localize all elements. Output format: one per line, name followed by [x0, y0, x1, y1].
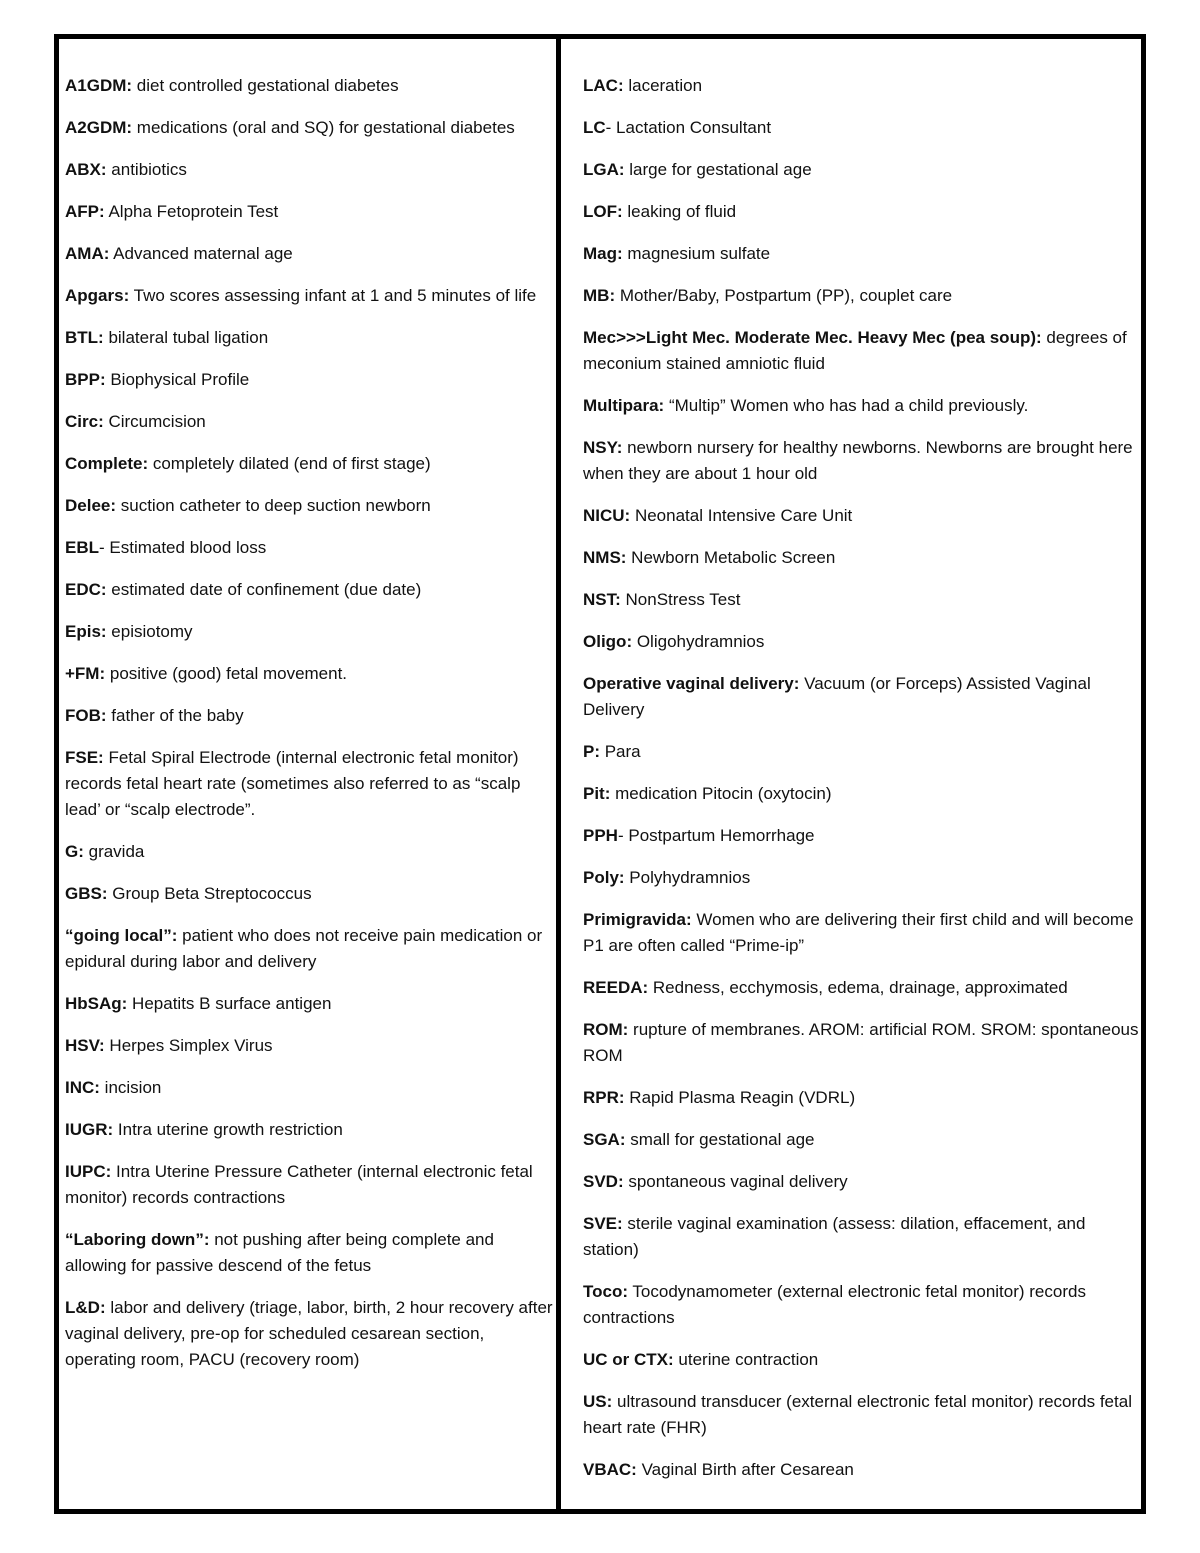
glossary-definition: Tocodynamometer (external electronic fetal monitor) records contractions — [583, 1282, 1086, 1327]
glossary-term: Apgars: — [65, 286, 130, 305]
glossary-definition: Group Beta Streptococcus — [107, 884, 312, 903]
glossary-entry — [583, 1085, 1141, 1111]
glossary-entry — [65, 493, 556, 519]
glossary-term: +FM: — [65, 664, 106, 683]
glossary-entry — [583, 1389, 1141, 1441]
glossary-term: L&D: — [65, 1298, 106, 1317]
glossary-term: GBS: — [65, 884, 108, 903]
glossary-term: FOB: — [65, 706, 107, 725]
glossary-term: LAC: — [583, 76, 624, 95]
glossary-term: NSY: — [583, 438, 623, 457]
glossary-term: Epis: — [65, 622, 107, 641]
glossary-definition: diet controlled gestational diabetes — [132, 76, 399, 95]
glossary-entry — [65, 1033, 556, 1059]
glossary-entry — [583, 739, 1141, 765]
glossary-definition: medications (oral and SQ) for gestational diabetes — [132, 118, 515, 137]
glossary-definition: Rapid Plasma Reagin (VDRL) — [624, 1088, 856, 1107]
glossary-definition: patient who does not receive pain medication or epidural during labor and delivery — [65, 926, 543, 971]
glossary-term: A2GDM: — [65, 118, 133, 137]
glossary-definition: labor and delivery (triage, labor, birth, 2 hour recovery after vaginal delivery, pre-op for scheduled cesarean section, operating room, PACU (recovery room) — [65, 1298, 553, 1369]
glossary-definition: Polyhydramnios — [624, 868, 751, 887]
glossary-entry — [65, 923, 556, 975]
glossary-definition: Intra uterine growth restriction — [113, 1120, 343, 1139]
glossary-entry — [65, 703, 556, 729]
glossary-definition: “Multip” Women who has had a child previously. — [664, 396, 1029, 415]
glossary-entry — [583, 503, 1141, 529]
glossary-term: Circ: — [65, 412, 104, 431]
glossary-term: Mec>>>Light Mec. Moderate Mec. Heavy Mec (pea soup): — [583, 328, 1042, 347]
glossary-definition: not pushing after being complete and allowing for passive descend of the fetus — [65, 1230, 494, 1275]
glossary-entry — [583, 907, 1141, 959]
glossary-definition: Herpes Simplex Virus — [104, 1036, 273, 1055]
glossary-entry — [65, 283, 556, 309]
right-column — [561, 39, 1141, 1509]
glossary-definition: completely dilated (end of first stage) — [148, 454, 431, 473]
glossary-definition: episiotomy — [106, 622, 193, 641]
glossary-definition: antibiotics — [106, 160, 187, 179]
glossary-entry — [65, 881, 556, 907]
glossary-entry — [65, 115, 556, 141]
glossary-term: “going local”: — [65, 926, 178, 945]
glossary-definition: Oligohydramnios — [632, 632, 765, 651]
glossary-table — [54, 34, 1146, 1514]
glossary-entry — [583, 1457, 1141, 1483]
glossary-definition: Intra Uterine Pressure Catheter (internal electronic fetal monitor) records contractions — [65, 1162, 533, 1207]
glossary-definition: Two scores assessing infant at 1 and 5 minutes of life — [129, 286, 537, 305]
glossary-term: Delee: — [65, 496, 117, 515]
glossary-entry — [65, 619, 556, 645]
glossary-definition: Biophysical Profile — [105, 370, 250, 389]
glossary-term: RPR: — [583, 1088, 625, 1107]
glossary-definition: Neonatal Intensive Care Unit — [630, 506, 853, 525]
glossary-entry — [65, 1159, 556, 1211]
glossary-term: ABX: — [65, 160, 107, 179]
glossary-term: Toco: — [583, 1282, 629, 1301]
left-column — [59, 39, 561, 1509]
glossary-definition: ultrasound transducer (external electronic fetal monitor) records fetal heart rate (FHR) — [583, 1392, 1132, 1437]
glossary-entry — [583, 199, 1141, 225]
glossary-definition: Redness, ecchymosis, edema, drainage, approximated — [648, 978, 1068, 997]
glossary-entry — [65, 535, 556, 561]
glossary-definition: Women who are delivering their first child and will become P1 are often called “Prime-ip” — [583, 910, 1134, 955]
glossary-term: Primigravida: — [583, 910, 692, 929]
glossary-definition: large for gestational age — [624, 160, 812, 179]
glossary-definition: magnesium sulfate — [622, 244, 771, 263]
glossary-entry — [65, 991, 556, 1017]
glossary-entry — [583, 1211, 1141, 1263]
glossary-term: LC — [583, 118, 606, 137]
glossary-term: A1GDM: — [65, 76, 133, 95]
glossary-term: SVE: — [583, 1214, 623, 1233]
glossary-term: Poly: — [583, 868, 625, 887]
glossary-term: BPP: — [65, 370, 106, 389]
glossary-definition: Newborn Metabolic Screen — [626, 548, 836, 567]
glossary-definition: Advanced maternal age — [109, 244, 293, 263]
glossary-term: EDC: — [65, 580, 107, 599]
glossary-entry — [583, 545, 1141, 571]
glossary-term: HSV: — [65, 1036, 105, 1055]
glossary-term: AFP: — [65, 202, 105, 221]
glossary-entry — [65, 1227, 556, 1279]
glossary-definition: suction catheter to deep suction newborn — [116, 496, 431, 515]
glossary-entry — [583, 1347, 1141, 1373]
glossary-term: ROM: — [583, 1020, 629, 1039]
glossary-term: NMS: — [583, 548, 627, 567]
glossary-definition: - Postpartum Hemorrhage — [617, 826, 815, 845]
glossary-entry — [583, 823, 1141, 849]
glossary-definition: positive (good) fetal movement. — [105, 664, 348, 683]
glossary-entry — [65, 73, 556, 99]
glossary-term: EBL — [65, 538, 99, 557]
glossary-entry — [65, 325, 556, 351]
glossary-entry — [65, 1075, 556, 1101]
glossary-entry — [65, 661, 556, 687]
glossary-definition: NonStress Test — [620, 590, 741, 609]
glossary-entry — [65, 577, 556, 603]
glossary-term: IUPC: — [65, 1162, 112, 1181]
glossary-entry — [583, 325, 1141, 377]
glossary-definition: gravida — [83, 842, 145, 861]
glossary-entry — [583, 1279, 1141, 1331]
glossary-definition: sterile vaginal examination (assess: dilation, effacement, and station) — [583, 1214, 1086, 1259]
glossary-term: “Laboring down”: — [65, 1230, 210, 1249]
glossary-term: LGA: — [583, 160, 625, 179]
glossary-definition: Para — [600, 742, 641, 761]
glossary-term: FSE: — [65, 748, 104, 767]
glossary-definition: uterine contraction — [673, 1350, 819, 1369]
glossary-entry — [65, 241, 556, 267]
glossary-term: AMA: — [65, 244, 110, 263]
glossary-term: Oligo: — [583, 632, 633, 651]
glossary-entry — [583, 435, 1141, 487]
glossary-entry — [583, 157, 1141, 183]
glossary-definition: bilateral tubal ligation — [103, 328, 269, 347]
glossary-entry — [583, 241, 1141, 267]
glossary-entry — [583, 587, 1141, 613]
glossary-term: MB: — [583, 286, 616, 305]
glossary-term: HbSAg: — [65, 994, 128, 1013]
glossary-term: BTL: — [65, 328, 104, 347]
glossary-entry — [65, 199, 556, 225]
glossary-entry — [583, 1127, 1141, 1153]
glossary-definition: Hepatits B surface antigen — [127, 994, 332, 1013]
glossary-term: IUGR: — [65, 1120, 114, 1139]
glossary-definition: degrees of meconium stained amniotic fluid — [583, 328, 1127, 373]
glossary-entry — [583, 781, 1141, 807]
glossary-definition: spontaneous vaginal delivery — [623, 1172, 848, 1191]
glossary-definition: - Lactation Consultant — [605, 118, 772, 137]
glossary-term: G: — [65, 842, 84, 861]
glossary-term: SVD: — [583, 1172, 624, 1191]
glossary-definition: incision — [99, 1078, 162, 1097]
glossary-definition: Vacuum (or Forceps) Assisted Vaginal Delivery — [583, 674, 1091, 719]
glossary-entry — [583, 1169, 1141, 1195]
glossary-term: Multipara: — [583, 396, 665, 415]
glossary-definition: medication Pitocin (oxytocin) — [610, 784, 832, 803]
glossary-entry — [65, 1295, 556, 1373]
glossary-term: UC or CTX: — [583, 1350, 674, 1369]
glossary-entry — [583, 393, 1141, 419]
glossary-definition: laceration — [623, 76, 703, 95]
glossary-definition: Mother/Baby, Postpartum (PP), couplet care — [615, 286, 953, 305]
glossary-definition: Fetal Spiral Electrode (internal electronic fetal monitor) records fetal heart rate (sometimes also referred to as “scalp lead’ or “scalp electrode”. — [65, 748, 521, 819]
glossary-entry — [583, 1017, 1141, 1069]
glossary-term: Operative vaginal delivery: — [583, 674, 800, 693]
glossary-term: SGA: — [583, 1130, 626, 1149]
glossary-definition: leaking of fluid — [622, 202, 737, 221]
glossary-definition: newborn nursery for healthy newborns. Newborns are brought here when they are about 1 hour old — [583, 438, 1133, 483]
glossary-term: Complete: — [65, 454, 149, 473]
glossary-definition: Alpha Fetoprotein Test — [104, 202, 279, 221]
glossary-entry — [583, 671, 1141, 723]
glossary-term: VBAC: — [583, 1460, 637, 1479]
glossary-entry — [583, 73, 1141, 99]
glossary-definition: rupture of membranes. AROM: artificial ROM. SROM: spontaneous ROM — [583, 1020, 1139, 1065]
glossary-entry — [65, 451, 556, 477]
glossary-term: P: — [583, 742, 600, 761]
glossary-term: INC: — [65, 1078, 100, 1097]
glossary-term: NST: — [583, 590, 621, 609]
glossary-definition: Vaginal Birth after Cesarean — [636, 1460, 854, 1479]
glossary-entry — [583, 115, 1141, 141]
glossary-entry — [583, 865, 1141, 891]
glossary-term: Pit: — [583, 784, 611, 803]
glossary-entry — [65, 839, 556, 865]
glossary-entry — [65, 367, 556, 393]
glossary-term: Mag: — [583, 244, 623, 263]
glossary-entry — [65, 157, 556, 183]
glossary-entry — [583, 629, 1141, 655]
glossary-term: US: — [583, 1392, 613, 1411]
glossary-definition: small for gestational age — [625, 1130, 815, 1149]
glossary-entry — [65, 1117, 556, 1143]
glossary-entry — [65, 745, 556, 823]
glossary-definition: estimated date of confinement (due date) — [106, 580, 422, 599]
glossary-definition: - Estimated blood loss — [99, 538, 267, 557]
glossary-term: REEDA: — [583, 978, 649, 997]
glossary-term: PPH — [583, 826, 618, 845]
glossary-term: NICU: — [583, 506, 631, 525]
glossary-definition: Circumcision — [103, 412, 206, 431]
glossary-term: LOF: — [583, 202, 623, 221]
glossary-definition: father of the baby — [106, 706, 244, 725]
glossary-entry — [583, 975, 1141, 1001]
glossary-entry — [583, 283, 1141, 309]
glossary-entry — [65, 409, 556, 435]
